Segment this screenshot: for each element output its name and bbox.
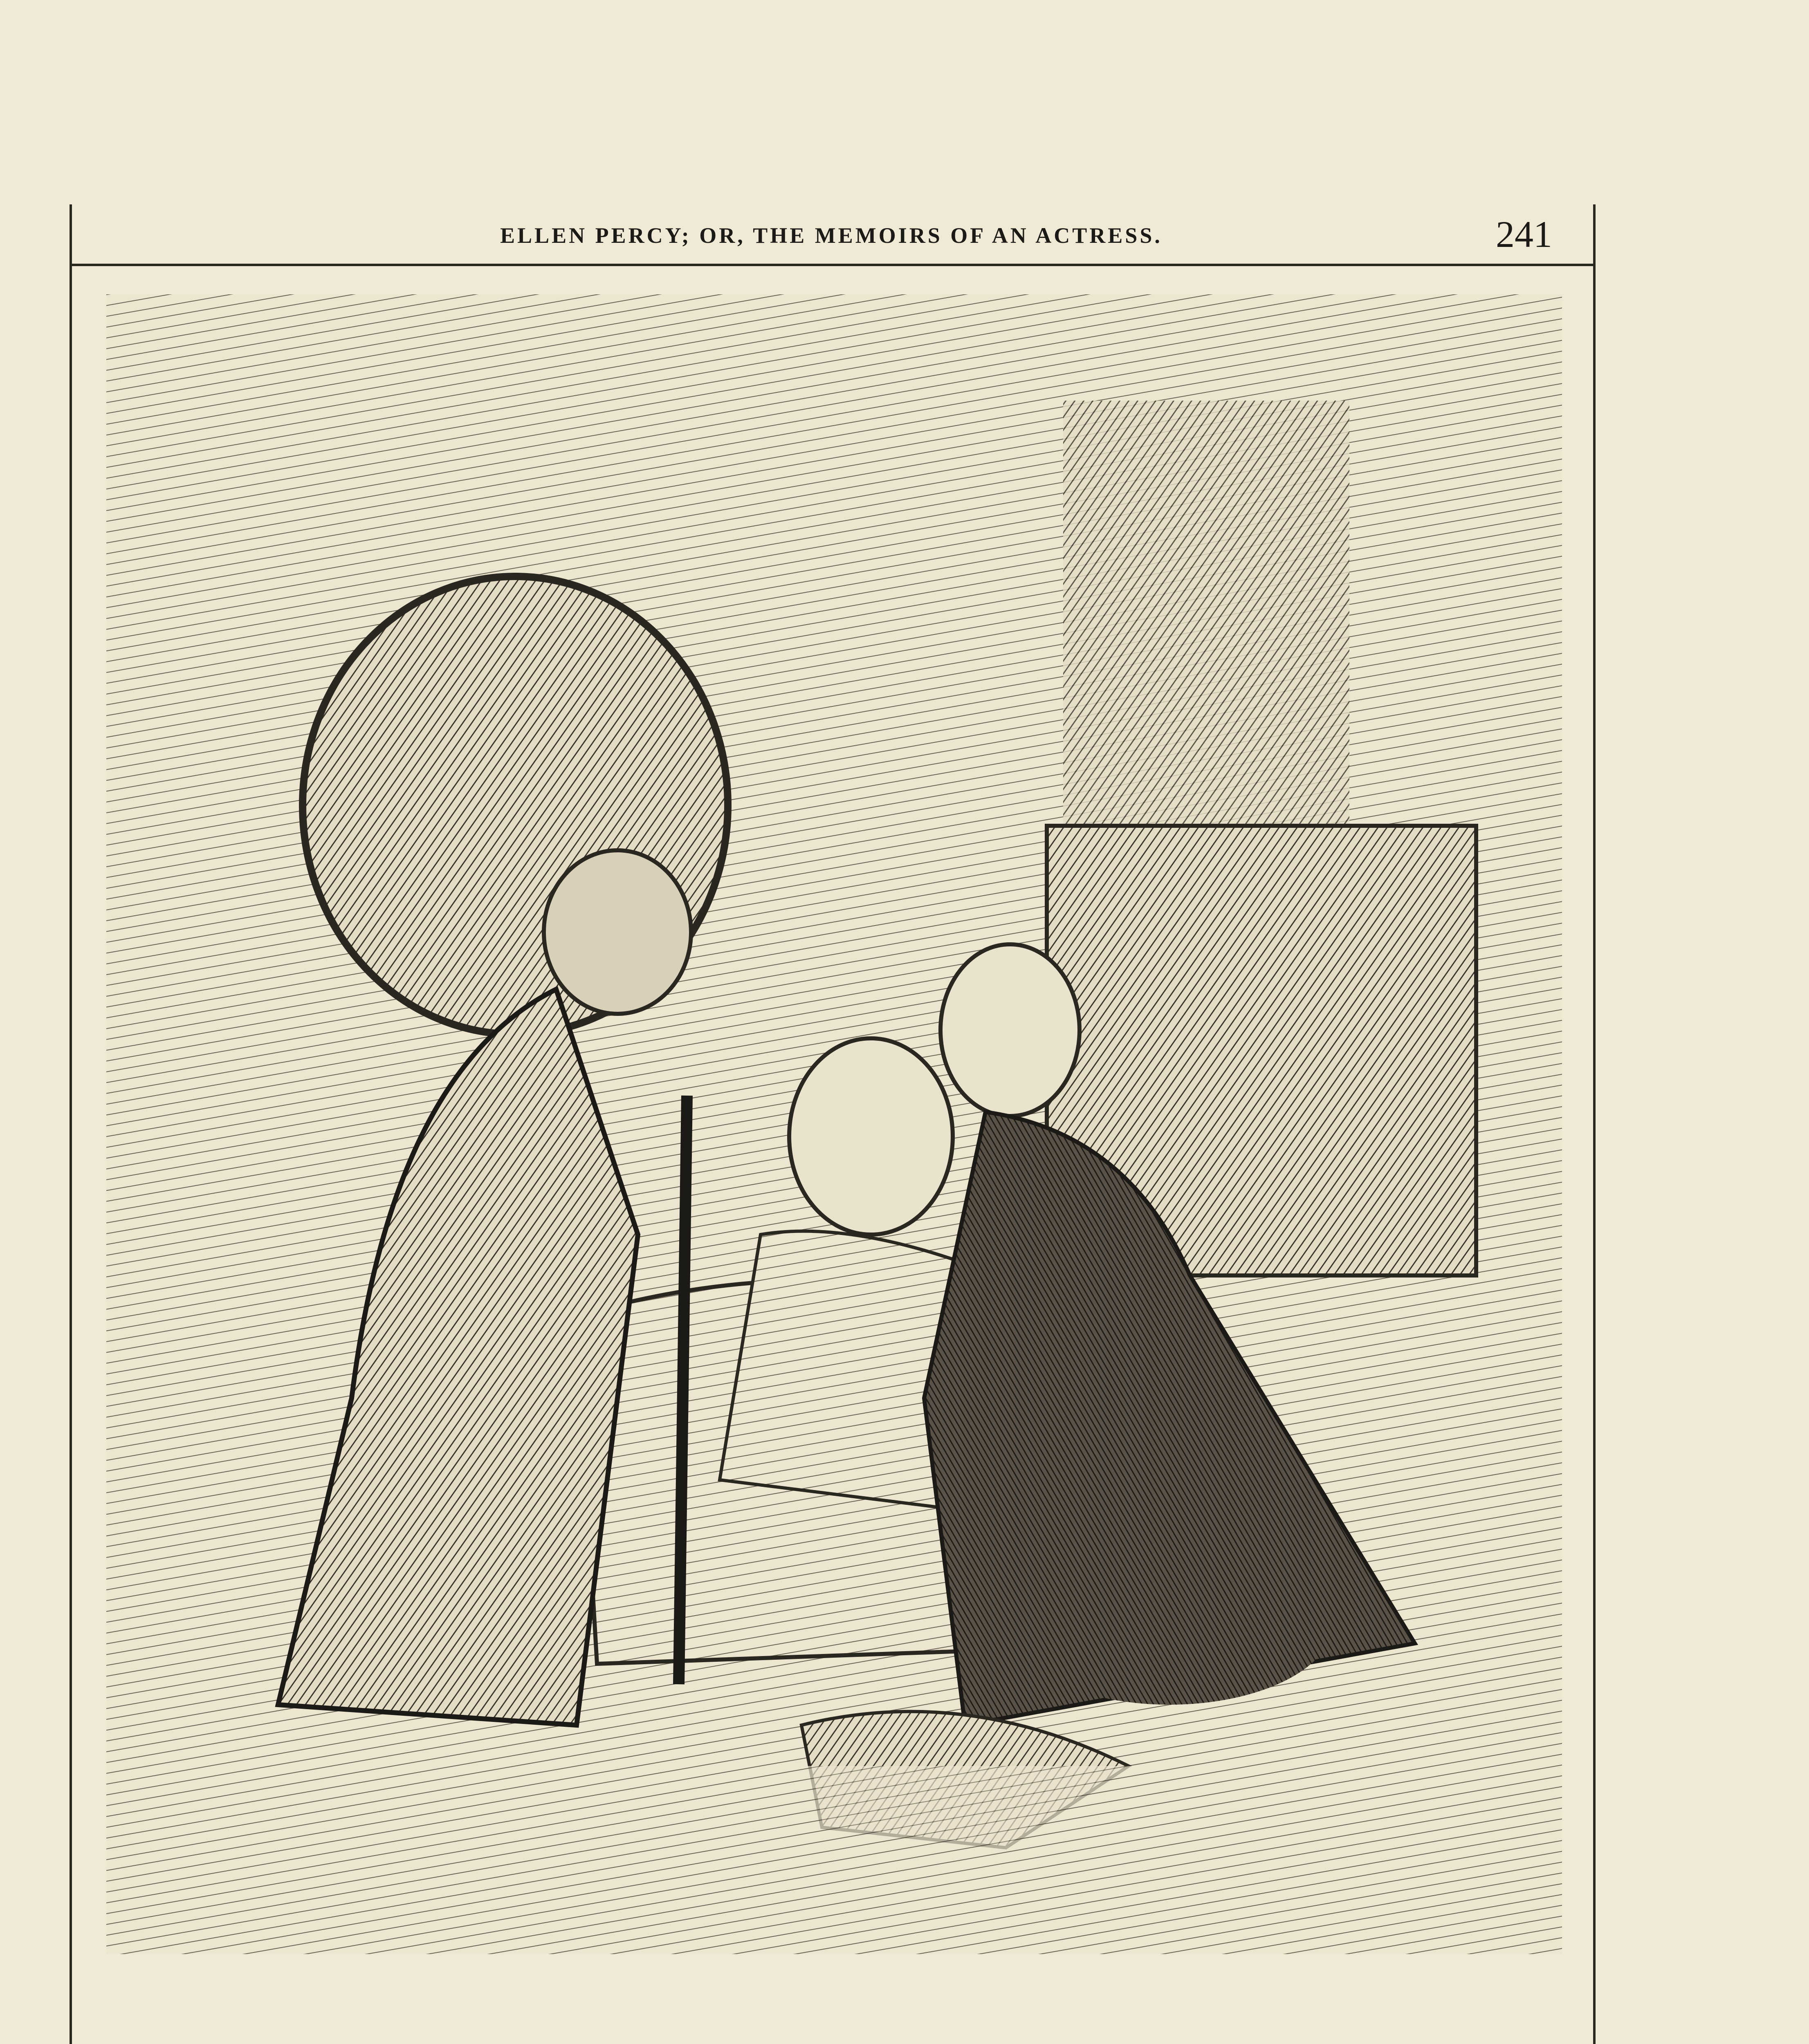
floor <box>106 1766 1562 1954</box>
reclining-young-woman <box>789 1038 953 1235</box>
footstool <box>1006 1541 1333 1705</box>
walking-cane <box>679 1096 687 1684</box>
engraving-bedside-scene-icon <box>106 294 1562 1954</box>
old-woman-head <box>544 850 691 1014</box>
window-curtain <box>1063 401 1349 850</box>
page-header <box>70 204 1593 266</box>
page-number: 241 <box>1496 213 1552 255</box>
header-rule <box>70 264 1593 266</box>
running-title: ELLEN PERCY; OR, THE MEMOIRS OF AN ACTRESS. <box>500 223 1163 248</box>
attendant-woman-head <box>940 944 1080 1116</box>
engraving-illustration <box>106 294 1562 1954</box>
